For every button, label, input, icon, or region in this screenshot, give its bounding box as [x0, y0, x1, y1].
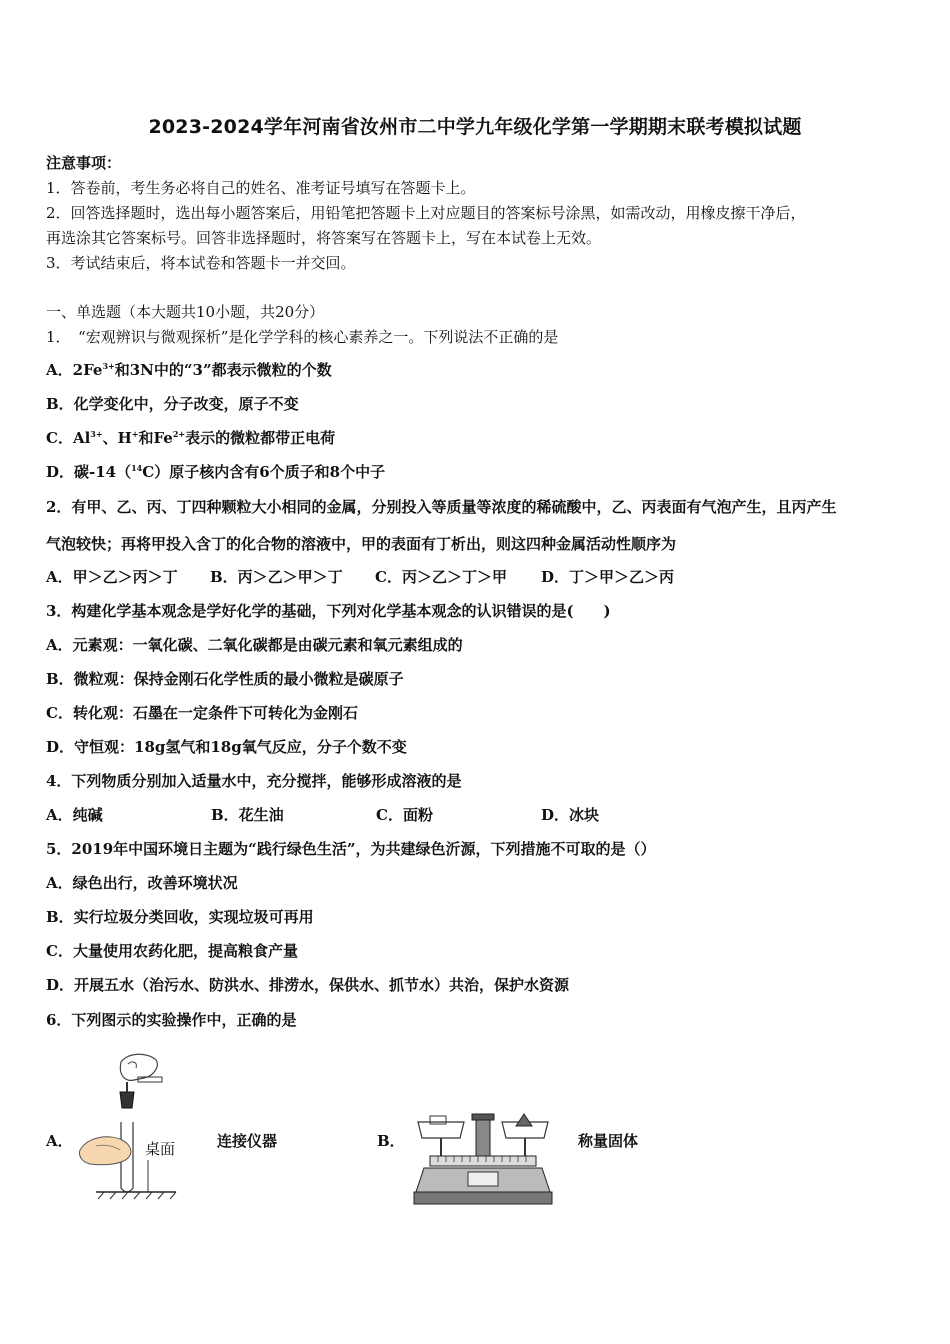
q3-stem: 3．构建化学基本观念是学好化学的基础，下列对化学基本观念的认识错误的是( ) — [46, 602, 611, 620]
figure-label-desk: 桌面 — [145, 1140, 176, 1158]
notice-item-3: 3．考试结束后，将本试卷和答题卡一并交回。 — [46, 254, 356, 272]
notice-item-1: 1．答卷前，考生务必将自己的姓名、准考证号填写在答题卡上。 — [46, 179, 476, 197]
q2-option-c: C．丙＞乙＞丁＞甲 — [375, 568, 507, 586]
q5-option-a: A．绿色出行，改善环境状况 — [46, 874, 238, 892]
q6-option-b-text: 称量固体 — [578, 1132, 639, 1150]
q4-options — [46, 805, 599, 825]
q4-option-c: C．面粉 — [376, 806, 433, 824]
balance-scale-figure — [412, 1112, 554, 1207]
q6-stem: 6．下列图示的实验操作中，正确的是 — [46, 1011, 297, 1029]
q1-option-c: C．$Al^{3+}$、H+和$Fe^{2+}$表示的微粒都带正电荷 — [46, 429, 336, 447]
q2-option-a: A．甲＞乙＞丙＞丁 — [46, 568, 178, 586]
q2-stem: 2．有甲、乙、丙、丁四种颗粒大小相同的金属，分别投入等质量等浓度的稀硫酸中，乙、丙表面有气泡产生，且丙产生 — [46, 498, 837, 516]
section-heading: 一、单选题（本大题共10小题，共20分） — [46, 303, 325, 321]
q2-option-d: D．丁＞甲＞乙＞丙 — [541, 568, 675, 586]
q3-option-b: B．微粒观：保持金刚石化学性质的最小微粒是碳原子 — [46, 670, 404, 688]
q1-stem: 1． “宏观辨识与微观探析”是化学学科的核心素养之一。下列说法不正确的是 — [46, 328, 559, 346]
q5-stem: 5．2019年中国环境日主题为“践行绿色生活”，为共建绿色沂源，下列措施不可取的是（） — [46, 840, 656, 858]
q5-option-d: D．开展五水（治污水、防洪水、排涝水，保供水、抓节水）共治，保护水资源 — [46, 976, 570, 994]
q2-option-b: B．丙＞乙＞甲＞丁 — [210, 568, 343, 586]
page-title: 2023-2024学年河南省汝州市二中学九年级化学第一学期期末联考模拟试题 — [148, 116, 802, 138]
q1-option-a: A．$2Fe^{3+}$和3N中的“3”都表示微粒的个数 — [46, 361, 332, 379]
q1-option-d: D．碳-14（$^{14}$C）原子核内含有6个质子和8个中子 — [46, 463, 386, 481]
q3-option-d: D．守恒观：18g氢气和18g氧气反应，分子个数不变 — [46, 738, 407, 756]
q2-stem-cont: 气泡较快；再将甲投入含丁的化合物的溶液中，甲的表面有丁析出，则这四种金属活动性顺序为 — [46, 535, 677, 553]
notice-item-2: 2．回答选择题时，选出每小题答案后，用铅笔把答题卡上对应题目的答案标号涂黑，如需改动，用橡皮擦干净后， — [46, 204, 806, 222]
q5-option-b: B．实行垃圾分类回收，实现垃圾可再用 — [46, 908, 314, 926]
q5-option-c: C．大量使用农药化肥，提高粮食产量 — [46, 942, 298, 960]
q6-option-a-text: 连接仪器 — [217, 1132, 278, 1150]
connect-apparatus-figure — [76, 1050, 186, 1200]
q3-option-c: C．转化观：石墨在一定条件下可转化为金刚石 — [46, 704, 358, 722]
q4-option-b: B．花生油 — [211, 806, 284, 824]
q4-stem: 4．下列物质分别加入适量水中，充分搅拌，能够形成溶液的是 — [46, 772, 462, 790]
q4-option-d: D．冰块 — [541, 806, 600, 824]
q4-option-a: A．纯碱 — [46, 806, 103, 824]
q6-option-a-label: A． — [46, 1132, 73, 1150]
q1-option-b: B．化学变化中，分子改变，原子不变 — [46, 395, 299, 413]
q3-option-a: A．元素观：一氧化碳、二氧化碳都是由碳元素和氧元素组成的 — [46, 636, 463, 654]
q6-option-b-label: B． — [377, 1132, 405, 1150]
notice-item-2-cont: 再选涂其它答案标号。回答非选择题时，将答案写在答题卡上，写在本试卷上无效。 — [46, 229, 602, 247]
q2-options — [46, 567, 674, 587]
notice-heading: 注意事项： — [46, 154, 122, 172]
